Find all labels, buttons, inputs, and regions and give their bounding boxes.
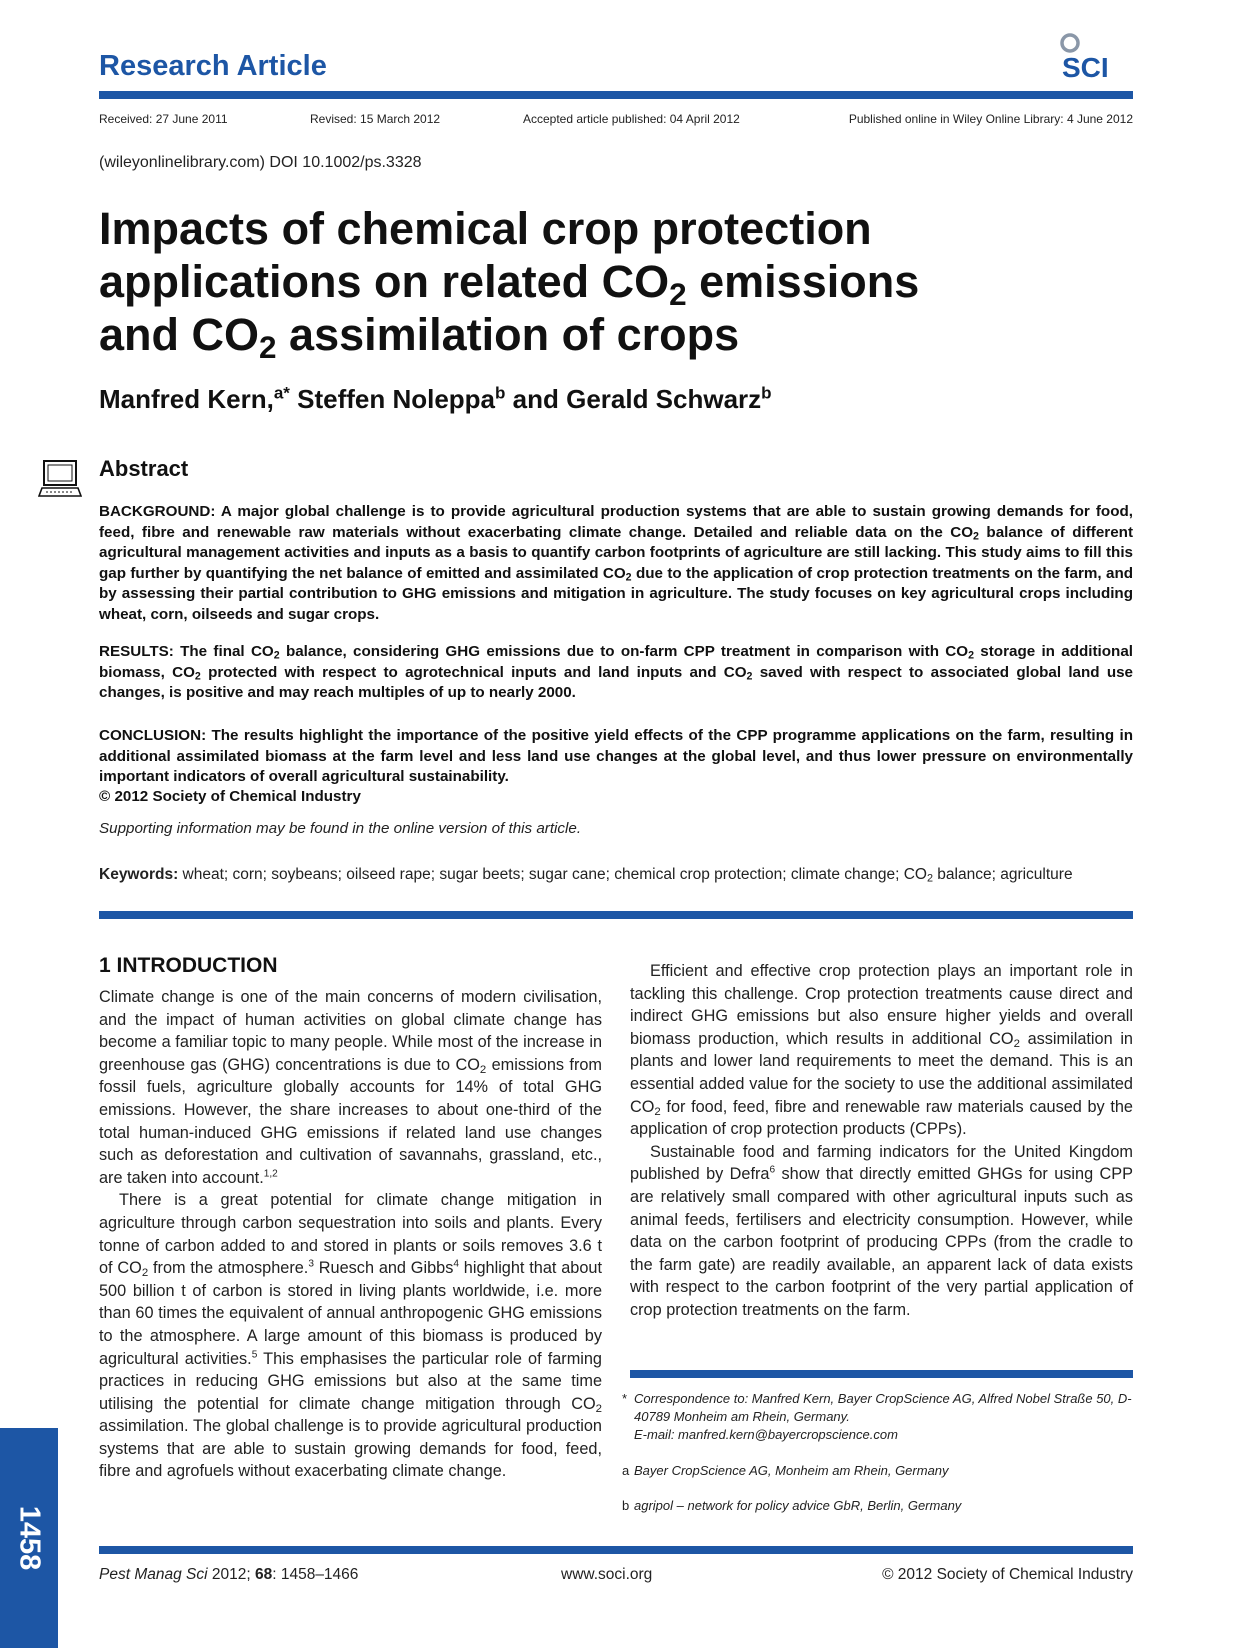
author-schwarz: and Gerald Schwarz: [505, 384, 762, 414]
right-column: [630, 960, 1133, 1322]
author-noleppa: Steffen Noleppa: [289, 384, 496, 414]
section-heading: 1 INTRODUCTION: [99, 954, 278, 977]
intro-paragraph-4: Sustainable food and farming indicators for the United Kingdom published by Defra$^6$ show that directly emitted GHGs for using CPP are relatively small compared with other agricultural inputs such as animal feeds, fertilisers and electricity consumption. However, while data on the carbon footprint of producing CPPs (from the cradle to the farm gate) are readily available, an apparent lack of data exists with respect to the carbon footprint of the very partial application of crop protection treatments on the farm.: [630, 1142, 1133, 1319]
citation-link[interactable]: 1,2: [263, 1168, 278, 1180]
affiliation-b: b agripol – network for policy advice GbR, Berlin, Germany: [622, 1498, 962, 1513]
intro-paragraph-2: There is a great potential for climate change mitigation in agriculture through carbon sequestration into soils and plants. Every tonne of carbon added to and stored in plants or soils removes 3.6 t of $CO_2$ from the atmosphere.$^3$ Ruesch and Gibbs$^4$ highlight that about 500 billion t of carbon is stored in living plants worldwide, i.e. more than 60 times the equivalent of annual anthropogenic GHG emissions to the atmosphere. A large amount of this biomass is produced by agricultural activities.$^5$ This emphasises the particular role of farming practices in reducing GHG emissions but also at the same time utilising the potential for climate change mitigation through $CO_2$ assimilation. The global challenge is to provide agricultural production systems that are able to sustain growing demands for food, feed, fibre and agrofuels without exacerbating climate change.: [99, 1191, 602, 1481]
journal-citation: Pest Manag Sci 2012; 68: 1458–1466: [99, 1566, 359, 1583]
footnote-rule: [630, 1370, 1133, 1378]
copyright-icon: ©: [99, 788, 111, 805]
website-link[interactable]: www.soci.org: [561, 1566, 653, 1583]
email-link[interactable]: E-mail: manfred.kern@bayercropscience.com: [634, 1427, 898, 1442]
footer-copyright: © 2012 Society of Chemical Industry: [882, 1566, 1133, 1583]
header-rule: [99, 91, 1133, 99]
correspondence-footnote: * Correspondence to: Manfred Kern, Bayer CropScience AG, Alfred Nobel Straße 50, D-40789 Monheim am Rhein, Germany. E-mail: manfred.kern@bayercropscience.com: [634, 1390, 1134, 1444]
page-number-tab: [0, 1428, 58, 1648]
revised-date: Revised: 15 March 2012: [310, 112, 441, 126]
intro-paragraph-1: Climate change is one of the main concerns of modern civilisation, and the impact of human activities on global climate change has become a familiar topic to many people. While most of the increase in greenhouse gas (GHG) concentrations is due to $CO_2$ emissions from fossil fuels, agriculture globally accounts for 14% of total GHG emissions. However, the share increases to about one-third of the total human-induced GHG emissions if related land use changes such as deforestation and cultivation of savannahs, grassland, etc., are taken into account.$^{1,2}$: [99, 988, 602, 1187]
author-list: Manfred Kern,$^{a*}$ Steffen Noleppa$^b$ and Gerald Schwarz$^b$: [99, 383, 772, 414]
author-kern: Manfred Kern,: [99, 384, 274, 414]
abstract-heading: Abstract: [99, 456, 189, 481]
keywords: Keywords: wheat; corn; soybeans; oilseed rape; sugar beets; sugar cane; chemical crop protection; climate change; $CO_2$ balance; agriculture: [99, 866, 1073, 885]
article-title: Impacts of chemical crop protection applications on related $CO_2$ emissions and $CO_2$ assimilation of crops: [99, 203, 920, 365]
intro-paragraph-3: Efficient and effective crop protection plays an important role in tackling this challenge. Crop protection treatments cause direct and indirect GHG emissions but also ensure higher yields and overall biomass production, which results in additional $CO_2$ assimilation in plants and lower land requirements to meet the demand. This is an essential added value for the society to use the additional assimilated $CO_2$ for food, feed, fibre and renewable raw materials caused by the application of crop protection products (CPPs).: [630, 962, 1133, 1139]
abstract-results: RESULTS: The final $CO_2$ balance, considering GHG emissions due to on-farm CPP treatment in comparison with $CO_2$ storage in additional biomass, $CO_2$ protected with respect to agrotechnical inputs and land inputs and $CO_2$ saved with respect to associated global land use changes, is positive and may reach multiples of up to nearly 2000.: [99, 643, 1133, 701]
laptop-icon: [38, 458, 82, 502]
abstract-background: BACKGROUND: A major global challenge is to provide agricultural production systems that are able to sustain growing demands for food, feed, fibre and renewable raw materials without exacerbating climate change. Detailed and reliable data on the $CO_2$ balance of different agricultural management activities and inputs as a basis to quantify carbon footprints of agriculture are still lacking. This study aims to fill this gap further by quantifying the net balance of emitted and assimilated $CO_2$ due to the application of crop protection treatments on the farm, and by assessing their partial contribution to GHG emissions and mitigation in agriculture. The study focuses on key agricultural crops including wheat, corn, oilseeds and sugar crops.: [99, 503, 1134, 623]
citation-link[interactable]: 5: [251, 1349, 258, 1361]
abstract-conclusion: CONCLUSION: The results highlight the importance of the positive yield effects of the CPP programme applications on the farm, resulting in additional assimilated biomass at the farm level and less land use changes at the global level, and thus lower pressure on environmentally important indicators of overall agricultural sustainability.: [99, 727, 1133, 785]
affiliation-a: a Bayer CropScience AG, Monheim am Rhein, Germany: [622, 1463, 949, 1478]
citation-link[interactable]: 3: [308, 1258, 314, 1270]
supporting-info-note: Supporting information may be found in the online version of this article.: [99, 820, 582, 837]
abstract-rule: [99, 911, 1133, 919]
accepted-date: Accepted article published: 04 April 2012: [523, 112, 740, 126]
logo-text: SCI: [1062, 52, 1109, 83]
page-number: 1458: [13, 1505, 46, 1571]
left-column: [99, 986, 602, 1483]
citation-link[interactable]: 4: [453, 1258, 459, 1270]
published-date: Published online in Wiley Online Library: 4 June 2012: [848, 112, 1133, 126]
footer-rule: [99, 1546, 1133, 1554]
doi[interactable]: (wileyonlinelibrary.com) DOI 10.1002/ps.3328: [99, 154, 422, 171]
abstract-copyright: © 2012 Society of Chemical Industry: [99, 788, 361, 805]
received-date: Received: 27 June 2011: [99, 112, 228, 126]
sci-logo: [1048, 30, 1128, 84]
section-label: Research Article: [99, 50, 327, 82]
copyright-icon: ©: [882, 1566, 894, 1583]
citation-link[interactable]: 6: [769, 1164, 776, 1176]
